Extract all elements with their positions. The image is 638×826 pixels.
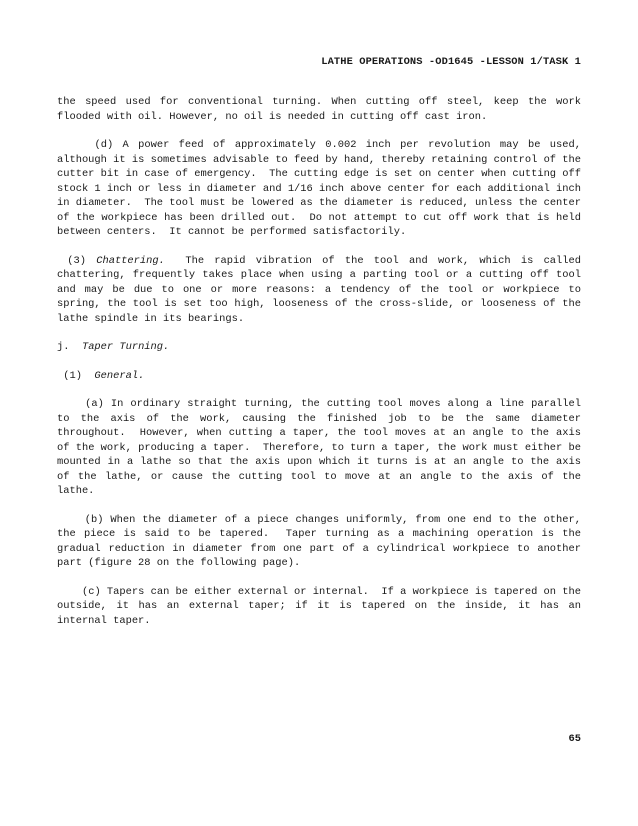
paragraph-tapered-piece bbox=[57, 513, 588, 571]
paragraph-straight-turning-text: (a) In ordinary straight turning, the cutting tool moves along a line parallel to the axis of the work, causing the finished job to be the same diameter throughout. However, when cutting a taper, the tool moves at an angle to the axis of the work, producing a taper. Therefore, to turn a taper, the work must either be mounted in a lathe so that the axis upon which it turns is at an angle to the axis of the lathe, or cause the cutting tool to move at an angle to the axis of the lathe. bbox=[57, 398, 588, 497]
heading-taper-turning-prefix: j. bbox=[57, 341, 82, 353]
heading-taper-turning bbox=[57, 340, 581, 355]
heading-taper-turning-label: Taper Turning. bbox=[81, 341, 170, 353]
paragraph-power-feed-text: (d) A power feed of approximately 0.002 inch per revolution may be used, although it is sometimes advisable to feed by hand, thereby retaining control of the cutter bit in case of emergency. The cutting edge is set on center when cutting off stock 1 inch or less in diameter and 1/16 inch above center for each additional inch in diameter. The tool must be lowered as the diameter is reduced, unless the center of the workpiece has been drilled out. Do not attempt to cut off work that is held between centers. It cannot be performed satisfactorily. bbox=[57, 139, 588, 238]
paragraph-chattering bbox=[57, 254, 588, 327]
paragraph-straight-turning bbox=[57, 397, 588, 499]
body-text bbox=[57, 95, 588, 642]
paragraph-cutting-off-speed: the speed used for conventional turning. When cutting off steel, keep the work flooded with oil. However, no oil is needed in cutting off cast iron. bbox=[57, 96, 581, 123]
paragraph-external-internal-taper-text: (c) Tapers can be either external or internal. If a workpiece is tapered on the outside, it has an external taper; if it is tapered on the inside, it has an internal taper. bbox=[57, 585, 588, 627]
paragraph-external-internal-taper bbox=[57, 585, 588, 629]
page-number: 65 bbox=[568, 733, 581, 745]
chattering-text: The rapid vibration of the tool and work, which is called chattering, frequently takes place when using a parting tool or a cutting off tool and may be due to one or more reasons: a tendency of the tool or workpiece to spring, the tool is set too high, looseness of the cross-slide, or looseness of the lathe spindle in its bearings. bbox=[57, 254, 588, 325]
heading-general-prefix: (1) bbox=[57, 369, 95, 382]
chattering-label: Chattering. bbox=[96, 254, 165, 267]
heading-general-label: General. bbox=[94, 369, 145, 382]
chattering-prefix: (3) bbox=[57, 254, 97, 267]
paragraph-tapered-piece-text: (b) When the diameter of a piece changes uniformly, from one end to the other, the piece is said to be tapered. Taper turning as a machining operation is the gradual reduction in diameter from one part of a cylindrical workpiece to another part (figure 28 on the following page). bbox=[57, 513, 588, 569]
running-header: LATHE OPERATIONS -OD1645 -LESSON 1/TASK 1 bbox=[321, 56, 581, 68]
heading-general bbox=[57, 369, 581, 384]
paragraph-power-feed bbox=[57, 138, 588, 240]
